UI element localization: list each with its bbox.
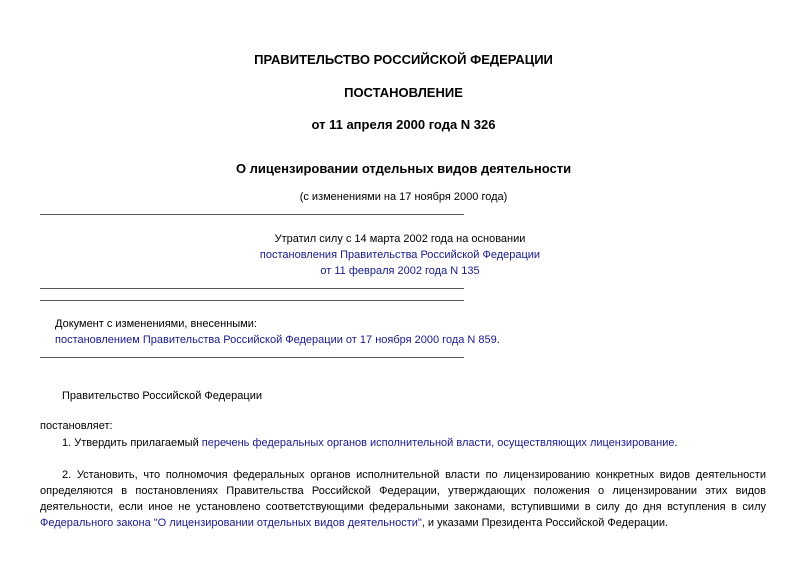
amendments-note: (с изменениями на 17 ноября 2000 года) bbox=[299, 191, 508, 203]
divider bbox=[40, 288, 464, 289]
issuer-text: Правительство Российской Федерации bbox=[62, 390, 262, 402]
federal-law-link[interactable]: Федерального закона "О лицензировании отдельных видов деятельности" bbox=[40, 517, 422, 529]
divider bbox=[40, 214, 464, 215]
repeal-notice-text: Утратил силу с 14 марта 2002 года на основании bbox=[274, 233, 526, 245]
repeal-decree-link[interactable]: постановления Правительства Российской Федерации bbox=[259, 249, 541, 261]
document-type-heading: ПОСТАНОВЛЕНИЕ bbox=[344, 85, 463, 100]
document-title: О лицензировании отдельных видов деятельности bbox=[235, 161, 572, 176]
amending-decree-link[interactable]: постановлением Правительства Российской Федерации от 17 ноября 2000 года N 859 bbox=[55, 334, 497, 346]
item-1 bbox=[62, 437, 678, 449]
repeal-decree-date-link[interactable]: от 11 февраля 2002 года N 135 bbox=[320, 265, 480, 277]
government-heading: ПРАВИТЕЛЬСТВО РОССИЙСКОЙ ФЕДЕРАЦИИ bbox=[254, 52, 553, 67]
licensing-bodies-list-link[interactable]: перечень федеральных органов исполнительной власти, осуществляющих лицензирование bbox=[201, 437, 675, 449]
amended-by-label: Документ с изменениями, внесенными: bbox=[55, 318, 257, 330]
item-1-prefix: 1. Утвердить прилагаемый bbox=[62, 437, 202, 449]
item-2-text: 2. Установить, что полномочия федеральных органов исполнительной власти по лицензированию конкретных видов деятельности определяются в постановлениях Правительства Российской Федерации, утверждающих положения о лицензировании этих видов деятельности, если иное не установлено соответствующими федеральными законами, вступившими в силу до дня вступления в силу bbox=[40, 469, 766, 513]
amended-by-suffix: . bbox=[496, 334, 500, 346]
item-1-suffix: . bbox=[674, 437, 678, 449]
divider bbox=[40, 357, 464, 358]
resolves-text: постановляет: bbox=[40, 420, 113, 432]
amended-by-line bbox=[55, 334, 500, 346]
divider bbox=[40, 300, 464, 301]
item-2-suffix: , и указами Президента Российской Федерации. bbox=[421, 517, 669, 529]
item-2 bbox=[40, 467, 766, 531]
date-number-heading: от 11 апреля 2000 года N 326 bbox=[311, 117, 496, 132]
